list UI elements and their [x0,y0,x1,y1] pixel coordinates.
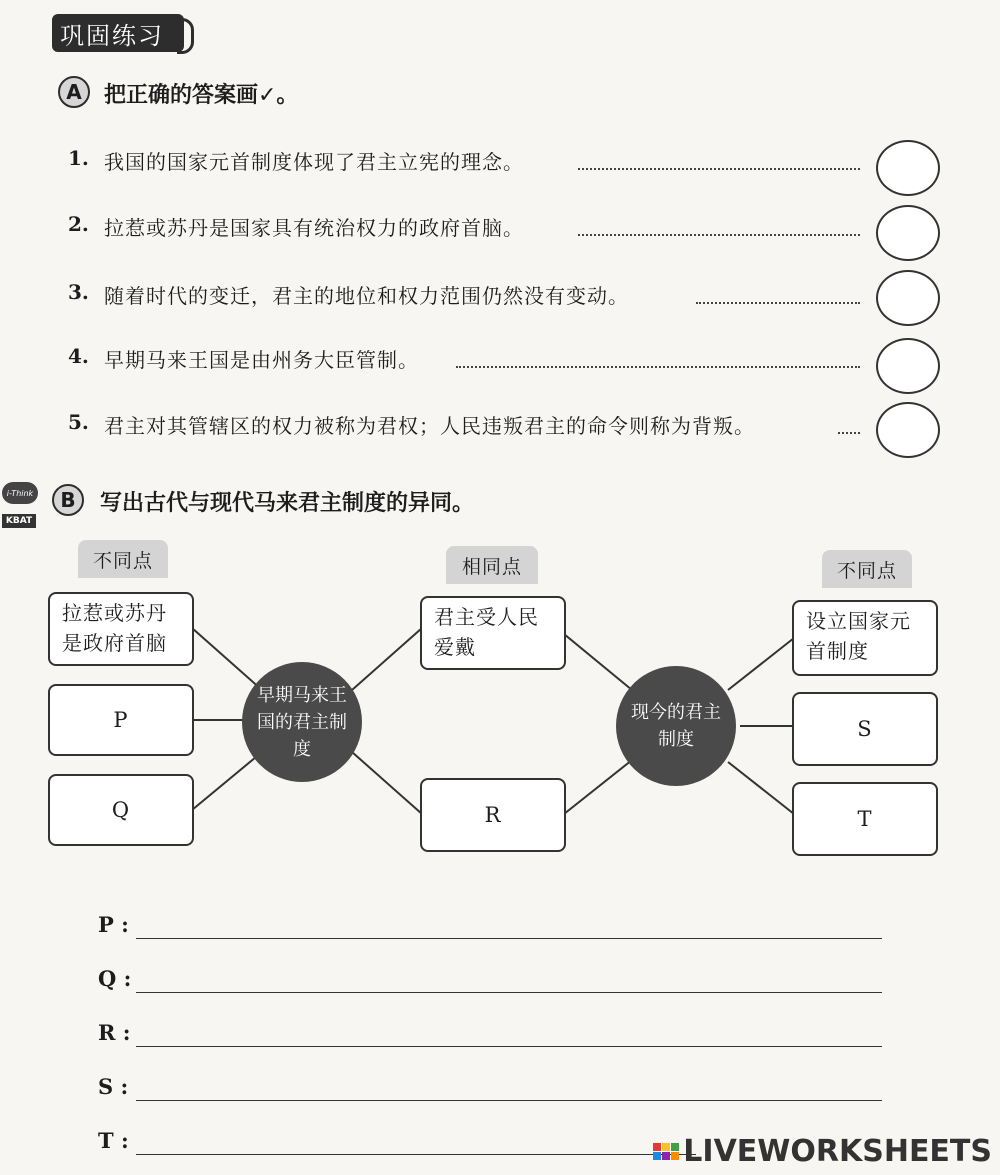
box-r[interactable]: R [420,778,566,852]
kbat-tag: KBAT [2,514,36,528]
question-5-text: 君主对其管辖区的权力被称为君权；人民违叛君主的命令则称为背叛。 [104,414,755,438]
liveworksheets-logo-icon [653,1143,679,1160]
question-1-text: 我国的国家元首制度体现了君主立宪的理念。 [104,150,524,174]
connector-line [728,762,794,814]
answer-line-t[interactable] [136,1154,696,1155]
question-1-number: 1. [68,146,89,170]
connector-line [564,634,632,690]
question-3-text: 随着时代的变迁，君主的地位和权力范围仍然没有变动。 [104,284,629,308]
answer-label-r: R : [98,1020,131,1045]
question-2-text: 拉惹或苏丹是国家具有统治权力的政府首脑。 [104,216,524,240]
label-differences-left: 不同点 [78,540,168,578]
section-a-badge: A [58,76,90,108]
connector-line [728,638,794,690]
box-left-fact: 拉惹或苏丹是政府首脑 [48,592,194,666]
watermark-text: LIVEWORKSHEETS [683,1134,992,1169]
box-right-fact: 设立国家元首制度 [792,600,938,676]
hub-early-monarchy: 早期马来王国的君主制度 [242,662,362,782]
box-q[interactable]: Q [48,774,194,846]
answer-label-s: S : [98,1074,129,1099]
box-p[interactable]: P [48,684,194,756]
hub-modern-monarchy: 现今的君主制度 [616,666,736,786]
question-2-number: 2. [68,212,89,236]
connector-line [564,760,632,814]
section-a-title: 把正确的答案画✓。 [104,83,299,108]
answer-label-q: Q : [98,966,132,991]
connector-line [352,752,422,814]
question-4-text: 早期马来王国是由州务大臣管制。 [104,348,419,372]
box-t[interactable]: T [792,782,938,856]
section-b-badge: B [52,484,84,516]
question-3-number: 3. [68,280,89,304]
liveworksheets-watermark [653,1134,992,1169]
question-5-number: 5. [68,410,89,434]
question-4-number: 4. [68,344,89,368]
answer-line-p[interactable] [136,938,882,939]
connector-line [192,628,262,690]
answer-line-q[interactable] [136,992,882,993]
label-similarities: 相同点 [446,546,538,584]
box-s[interactable]: S [792,692,938,766]
answer-line-s[interactable] [136,1100,882,1101]
answer-label-p: P : [98,912,129,937]
box-middle-fact: 君主受人民爱戴 [420,596,566,670]
answer-line-r[interactable] [136,1046,882,1047]
connector-line [192,752,262,810]
section-header-title: 巩固练习 [60,21,164,50]
section-b-title: 写出古代与现代马来君主制度的异同。 [100,491,475,516]
answer-label-t: T : [98,1128,129,1153]
connector-line [352,628,422,690]
i-think-cloud-icon: i-Think [2,482,38,504]
label-differences-right: 不同点 [822,550,912,588]
